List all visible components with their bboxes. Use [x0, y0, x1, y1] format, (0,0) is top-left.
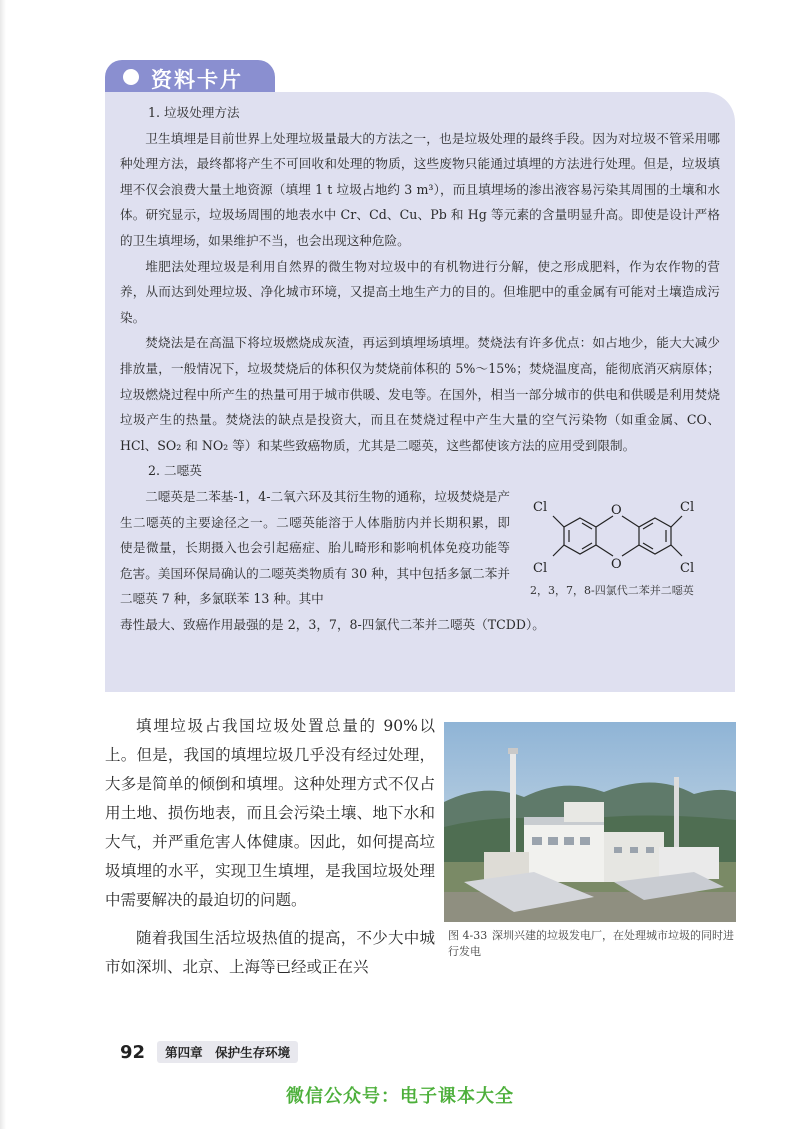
body-paragraph-1: 填埋垃圾占我国垃圾处置总量的 90%以上。但是，我国的填埋垃圾几乎没有经过处理，大多是简单的倾倒和填埋。这种处理方式不仅占用土地、损伤地表，而且会污染土壤、地下水和大气，并严重危害人体健康。因此，如何提高垃圾填埋的水平，实现卫生填埋，是我国垃圾处理中需要解决的最迫切的问题。 — [105, 717, 435, 909]
atom-cl-4: Cl — [680, 560, 695, 576]
page-footer — [120, 1040, 298, 1064]
section-title-garbage-methods: 1. 垃圾处理方法 — [148, 105, 240, 120]
paragraph-dioxin: 二噁英是二苯基-1，4-二氧六环及其衍生物的通称，垃圾焚烧是产生二噁英的主要途径之一。二噁英能溶于人体脂肪内并长期积累，即使是微量，长期摄入也会引起癌症、胎儿畸形和影响机体免疫功能等危害。美国环保局确认的二噁英类物质有 30 种，其中包括多氯二苯并二噁英 7 种，多氯联苯 13 种。其中 — [120, 488, 510, 607]
dioxin-block — [120, 484, 720, 638]
atom-o-1: O — [611, 502, 622, 518]
chapter-label: 第四章 保护生存环境 — [157, 1041, 298, 1063]
tcdd-structure-diagram — [525, 486, 710, 586]
atom-cl-2: Cl — [533, 560, 548, 576]
figure-caption — [448, 928, 738, 960]
diagram-caption: 2，3，7，8-四氯代二苯并二噁英 — [530, 583, 694, 597]
page-edge — [0, 0, 6, 1129]
info-card-title: 资料卡片 — [151, 68, 243, 92]
figure-caption-text: 深圳兴建的垃圾发电厂，在处理城市垃圾的同时进行发电 — [448, 929, 734, 958]
figure-number: 图 4-33 — [448, 929, 488, 942]
section-title-dioxin: 2. 二噁英 — [148, 463, 202, 479]
paragraph-dioxin-last-line: 毒性最大、致癌作用最强的是 2，3，7，8-四氯代二苯并二噁英（TCDD）。 — [120, 616, 545, 632]
paragraph-incineration: 焚烧法是在高温下将垃圾燃烧成灰渣，再运到填埋场填埋。焚烧法有许多优点：如占地少，能大大减少排放量，一般情况下，垃圾焚烧后的体积仅为焚烧前体积的 5%～15%；焚烧温度高，能彻底消灭病原体；垃圾燃烧过程中所产生的热量可用于城市供暖、发电等。在国外，相当一部分城市的供电和供暖是利用焚烧垃圾产生的热量。焚烧法的缺点是投资大，而且在焚烧过程中产生大量的空气污染物（如重金属、CO、HCl、SO₂ 和 NO₂ 等）和某些致癌物质，尤其是二噁英，这些都使该方法的应用受到限制。 — [120, 335, 720, 453]
info-card-content — [120, 100, 720, 637]
power-plant-illustration — [444, 722, 736, 922]
page-number: 92 — [120, 1041, 146, 1063]
body-paragraph-2: 随着我国生活垃圾热值的提高，不少大中城市如深圳、北京、上海等已经或正在兴 — [105, 929, 435, 976]
atom-o-2: O — [611, 556, 622, 572]
atom-cl-1: Cl — [533, 499, 548, 515]
body-text — [105, 712, 435, 982]
tab-dot-icon — [123, 69, 139, 85]
paragraph-compost: 堆肥法处理垃圾是利用自然界的微生物对垃圾中的有机物进行分解，使之形成肥料，作为农作物的营养，从而达到处理垃圾、净化城市环境，又提高土地生产力的目的。但堆肥中的重金属有可能对土壤造成污染。 — [120, 258, 720, 325]
atom-cl-3: Cl — [680, 499, 695, 515]
info-card-tab — [105, 60, 275, 94]
watermark-text: 微信公众号：电子课本大全 — [286, 1086, 514, 1107]
power-plant-photo — [444, 722, 736, 922]
paragraph-landfill: 卫生填埋是目前世界上处理垃圾量最大的方法之一，也是垃圾处理的最终手段。因为对垃圾不管采用哪种处理方法，最终都将产生不可回收和处理的物质，这些废物只能通过填埋的方法进行处理。但是，垃圾填埋不仅会浪费大量土地资源（填埋 1 t 垃圾占地约 3 m³），而且填埋场的渗出液容易污染其周围的土壤和水体。研究显示，垃圾场周围的地表水中 Cr、Cd、Cu、Pb 和 Hg 等元素的含量明显升高。即使是设计严格的卫生填埋场，如果维护不当，也会出现这种危险。 — [120, 130, 720, 248]
